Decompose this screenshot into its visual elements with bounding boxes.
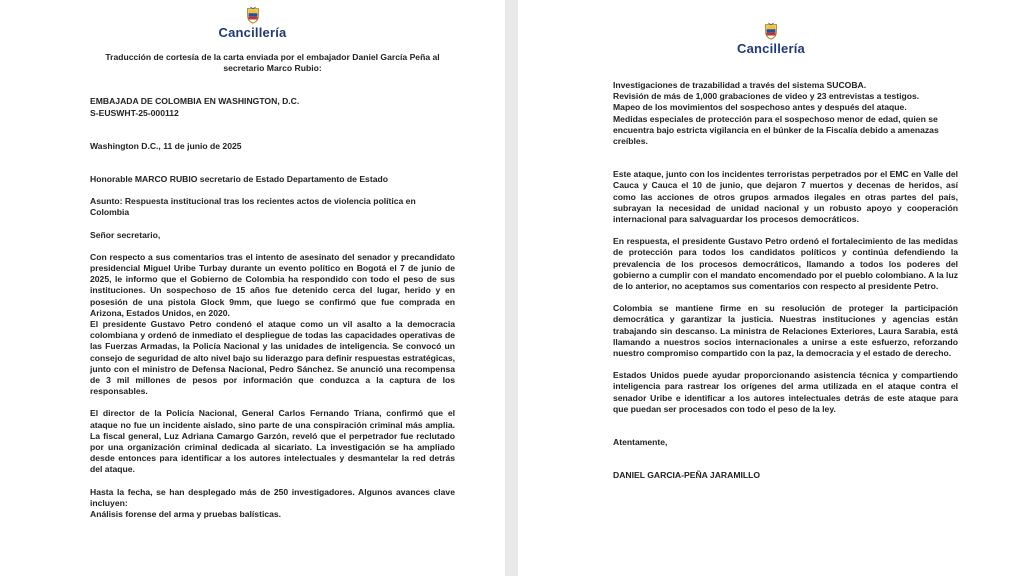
recipient-line: Honorable MARCO RUBIO secretario de Estado Departamento de Estado <box>90 174 388 185</box>
list-item: Medidas especiales de protección para el sospechoso menor de edad, quien se encuentra bajo estricta vigilancia en el búnker de la Fiscalía debido a amenazas creíbles. <box>613 113 939 147</box>
paragraph: El presidente Gustavo Petro condenó el ataque como un vil asalto a la democracia colombiana y ordenó de inmediato el despliegue de todas las capacidades operativas de las Fuerzas Armadas, la Policía Nacional y las unidades de inteligencia. Se convocó un consejo de seguridad de alto nivel bajo su liderazgo para definir respuestas estratégicas, junto con el ministro de Defensa Nacional, Pedro Sánchez. Se anunció una recompensa de 3 mil millones de pesos por información que conduzca a la captura de los responsables. <box>90 319 455 397</box>
paragraph: Colombia se mantiene firme en su resolución de proteger la participación democrática y garantizar la justicia. Nuestras instituciones y agencias están trabajando sin descanso. La ministra de Relaciones Exteriores, Laura Sarabia, está llamando a nuestros socios internacionales a unirse a este esfuerzo, reforzando nuestro compromiso compartido con la paz, la democracia y el estado de derecho. <box>613 303 958 359</box>
letter-date: Washington D.C., 11 de junio de 2025 <box>90 140 242 151</box>
embassy-header: EMBAJADA DE COLOMBIA EN WASHINGTON, D.C. <box>90 96 300 107</box>
paragraph: Con respecto a sus comentarios tras el intento de asesinato del senador y precandidato presidencial Miguel Uribe Turbay durante un evento político en Bogotá el 7 de junio de 2025, le informo que el Gobierno de Colombia ha respondido con todo el peso de sus instituciones. Un sospechoso de 15 años fue detenido cerca del lugar, herido y en posesión de una pistola Glock 9mm, que luego se confirmó que fue comprada en Arizona, Estados Unidos, en 2020. <box>90 251 455 318</box>
signature: DANIEL GARCIA-PEÑA JARAMILLO <box>613 470 761 481</box>
paragraph: Este ataque, junto con los incidentes terroristas perpetrados por el EMC en Valle del Cauca y Cauca el 10 de junio, que dejaron 7 muertos y decenas de heridos, así como las acciones de otros grupos armados ilegales en otras partes del país, subrayan la necesidad de unidad nacional y un robusto apoyo y cooperación internacional para salvaguardar los procesos democráticos. <box>613 169 958 225</box>
translation-note: Traducción de cortesía de la carta enviada por el embajador Daniel García Peña al secretario Marco Rubio: <box>105 52 440 74</box>
paragraph: Hasta la fecha, se han desplegado más de 250 investigadores. Algunos avances clave incluyen: <box>90 486 455 508</box>
list-item: Revisión de más de 1,000 grabaciones de video y 23 entrevistas a testigos. <box>613 91 920 102</box>
list-item: Investigaciones de trazabilidad a través del sistema SUCOBA. <box>613 80 867 90</box>
coat-of-arms-icon <box>762 22 780 40</box>
brand-name: Cancillería <box>218 25 287 40</box>
reference-code: S-EUSWHT-25-000112 <box>90 107 179 118</box>
brand-name: Cancillería <box>737 41 805 56</box>
letter-body-left <box>90 52 455 520</box>
coat-of-arms-icon <box>244 6 262 24</box>
cancilleria-logo <box>518 22 1024 56</box>
cancilleria-logo <box>0 6 505 40</box>
list-item: Mapeo de los movimientos del sospechoso antes y después del ataque. <box>613 102 907 113</box>
page-divider <box>505 0 518 576</box>
subject-line: Asunto: Respuesta institucional tras los recientes actos de violencia política en Colombia <box>90 196 416 218</box>
salutation: Señor secretario, <box>90 229 161 240</box>
paragraph: El director de la Policía Nacional, General Carlos Fernando Triana, confirmó que el ataque no fue un incidente aislado, sino parte de una conspiración criminal más amplia. La fiscal general, Luz Adriana Camargo Garzón, reveló que el perpetrador fue reclutado por una organización criminal dedicada al sicariato. La investigación se ha ampliado desde entonces para identificar a los autores intelectuales y desmantelar la red detrás del ataque. <box>90 408 455 475</box>
paragraph: En respuesta, el presidente Gustavo Petro ordenó el fortalecimiento de las medidas de protección para todos los candidatos políticos y continúa defendiendo la prevalencia de los procesos democráticos, llamando a todos los poderes del gobierno a cumplir con el mandato encomendado por el pueblo colombiano. A la luz de lo anterior, no aceptamos sus comentarios con respecto al presidente Petro. <box>613 236 958 292</box>
list-item: Análisis forense del arma y pruebas balísticas. <box>90 509 282 520</box>
closing: Atentamente, <box>613 437 668 448</box>
letter-body-right <box>613 80 958 481</box>
paragraph: Estados Unidos puede ayudar proporcionando asistencia técnica y compartiendo inteligencia para rastrear los orígenes del arma utilizada en el ataque contra el senador Uribe e identificar a los autores intelectuales detrás de este ataque para que puedan ser procesados con todo el peso de la ley. <box>613 370 958 414</box>
